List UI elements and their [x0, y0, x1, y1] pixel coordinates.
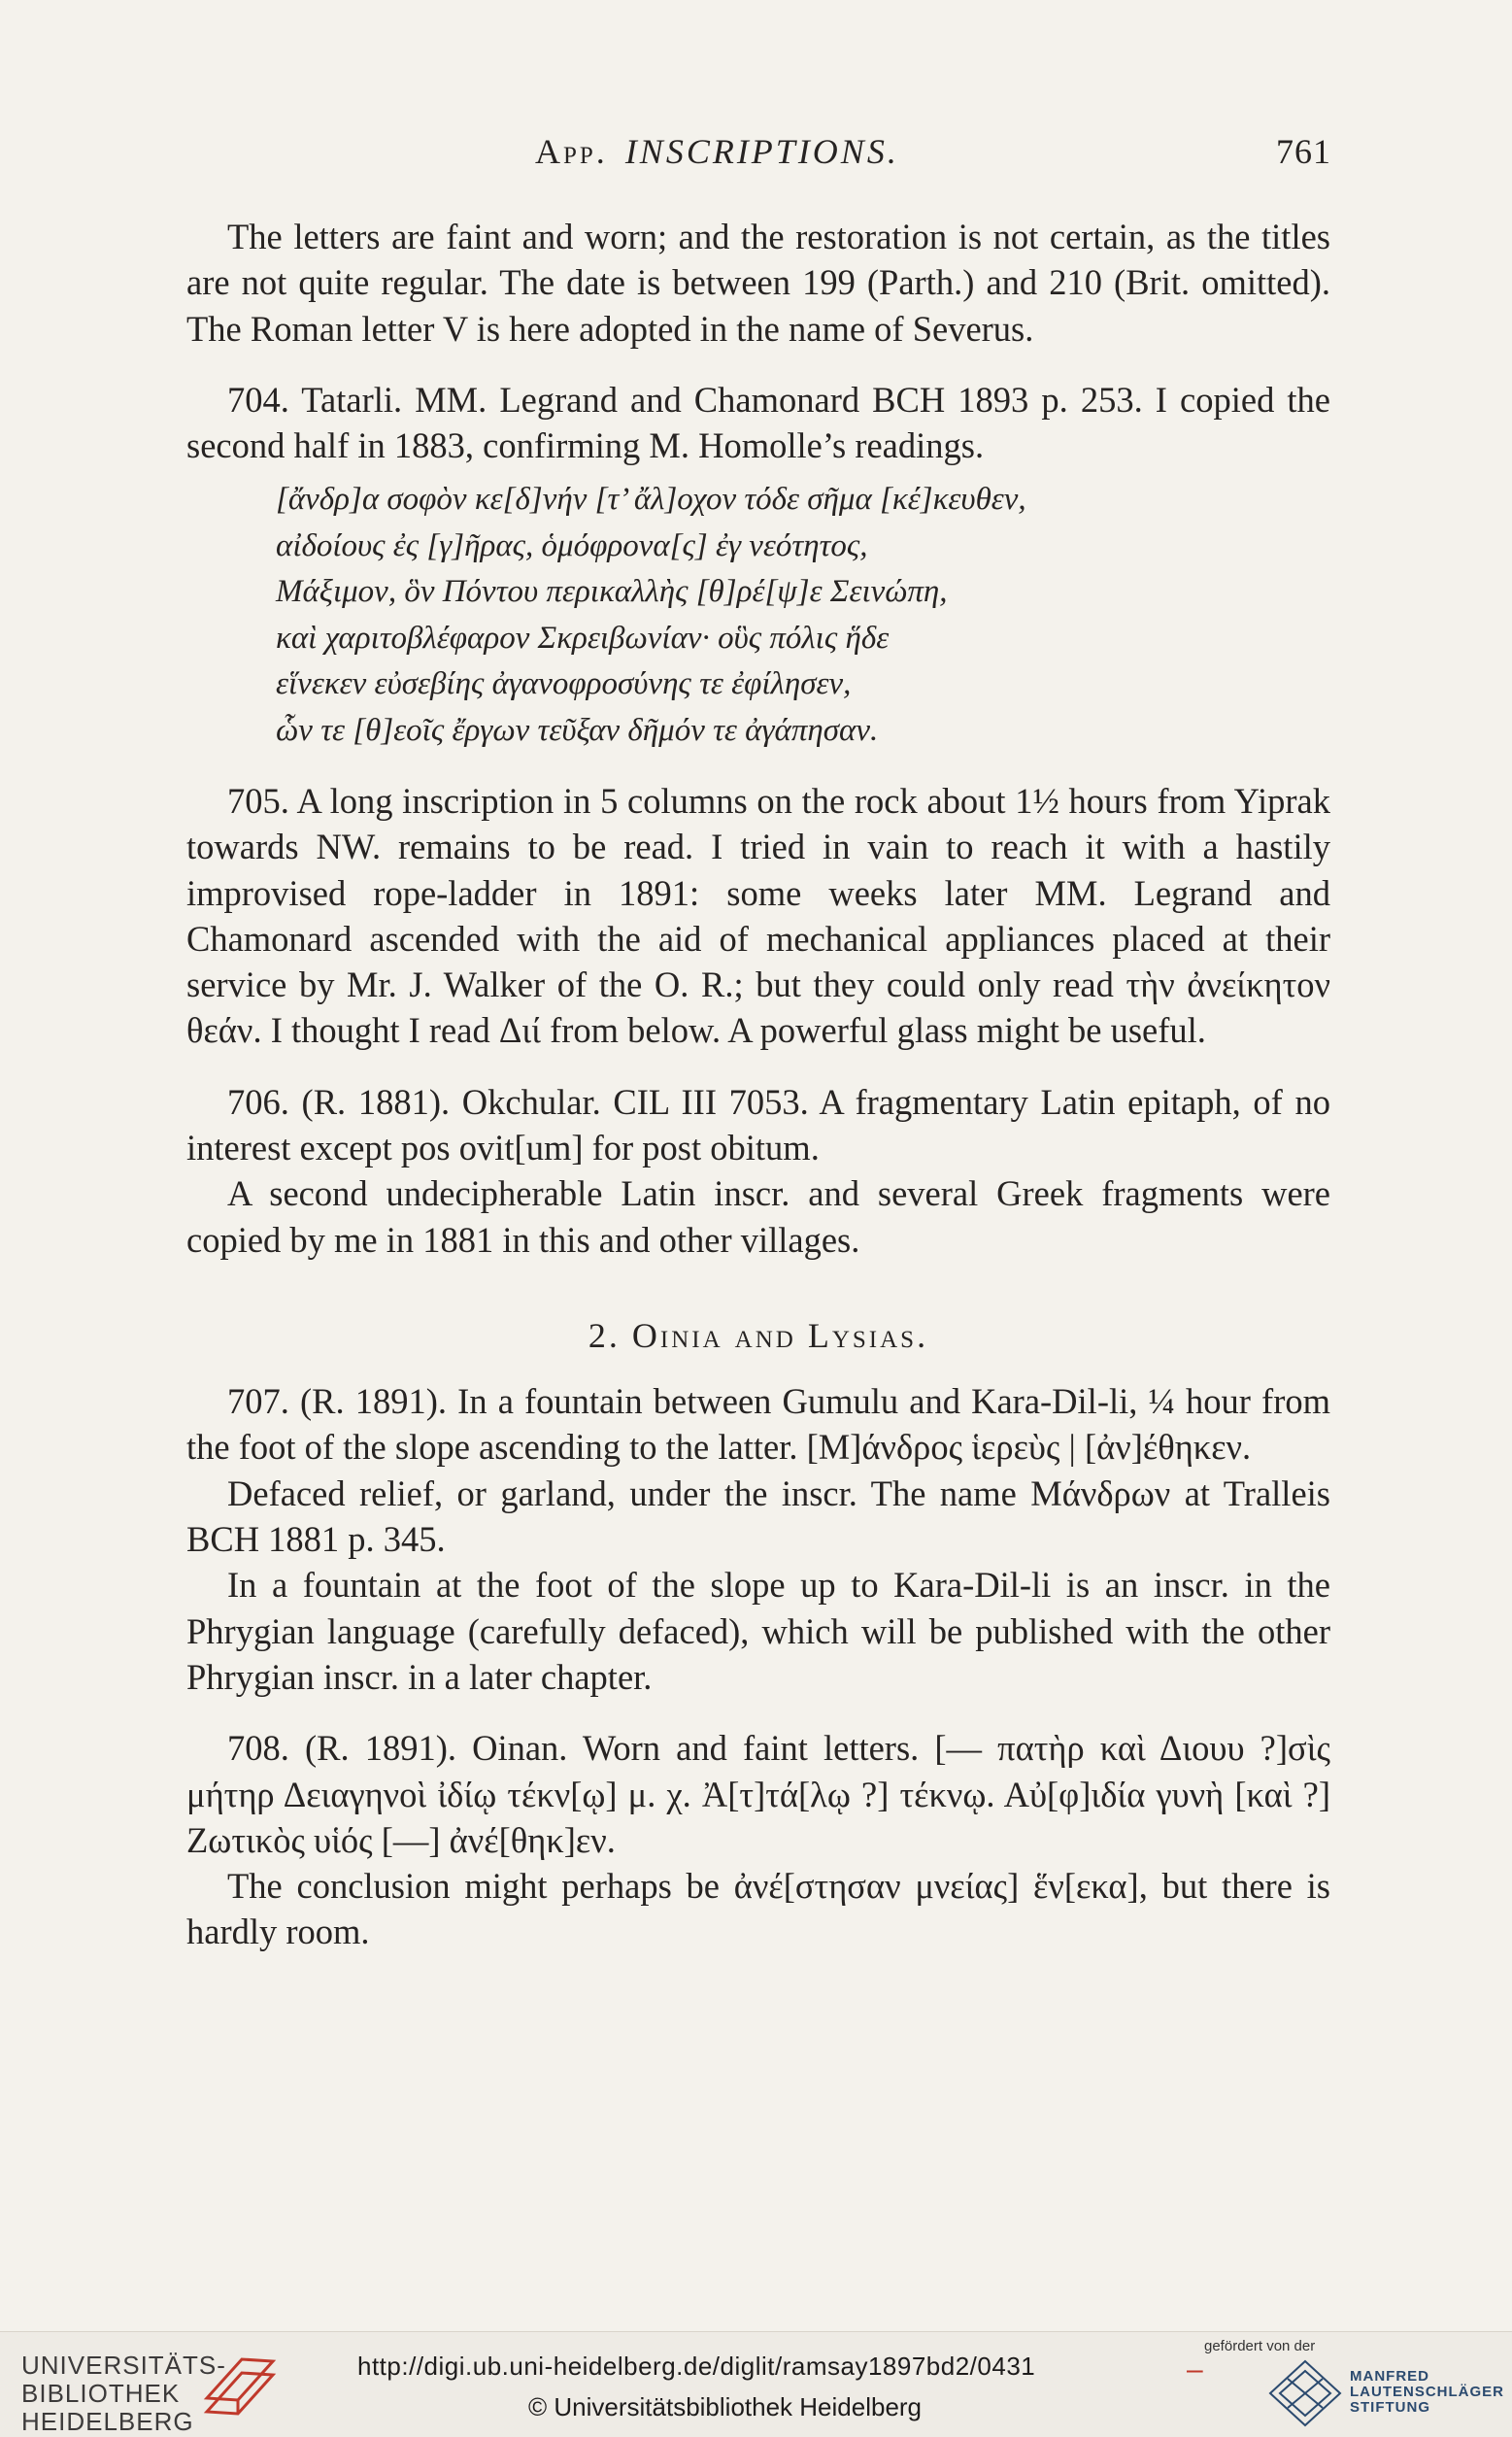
greek-inscription-704: [276, 477, 1330, 753]
entry-708: 708. (R. 1891). Oinan. Worn and faint letters. [— πατὴρ καὶ Διουυ ?]σὶς μήτηρ Δειαγηνοὶ ἰδίῳ τέκν[ῳ] μ. χ. Ἀ[τ]τά[λῳ ?] τέκνῳ. Αὐ[φ]ιδία γυνὴ [καὶ ?] Ζωτικὸς υἱός [—] ἀνέ[θηκ]εν.: [186, 1728, 1330, 1860]
entry-705: 705. A long inscription in 5 columns on the rock about 1½ hours from Yiprak towards NW. remains to be read. I tried in vain to reach it with a hastily improvised rope-ladder in 1891: some weeks later MM. Legrand and Chamonard ascended with the aid of mechanical appliances placed at their service by Mr. J. Walker of the O. R.; but they could only read τὴν ἀνείκητον θεάν. I thought I read Διί from below. A powerful glass might be useful.: [186, 780, 1330, 1051]
entry-708-note: The conclusion might perhaps be ἀνέ[στησαν μνείας] ἕν[εκα], but there is hardly room.: [186, 1866, 1330, 1952]
copyright-notice: © Universitätsbibliothek Heidelberg: [528, 2392, 923, 2421]
greek-line: αἰδοίους ἐς [γ]ῆρας, ὁμόφρονα[ς] ἐγ νεότητος,: [276, 527, 868, 563]
running-header: [181, 131, 1331, 189]
separator-dash: –: [1187, 2353, 1203, 2386]
greek-line: Μάξιμον, ὃν Πόντου περικαλλὴς [θ]ρέ[ψ]ε Σεινώπη,: [276, 574, 948, 610]
greek-line: ὧν τε [θ]εοῖς ἔργων τεῦξαν δῆμόν τε ἀγάπησαν.: [276, 712, 879, 748]
entry-704: 704. Tatarli. MM. Legrand and Chamonard BCH 1893 p. 253. I copied the second half in 1883, confirming M. Homolle’s readings.: [186, 379, 1330, 466]
library-logo-icon: [199, 2340, 281, 2429]
greek-line: εἵνεκεν εὐσεβίης ἀγανοφροσύνης τε ἐφίλησεν,: [276, 666, 852, 702]
permalink-url[interactable]: http://digi.ub.uni-heidelberg.de/diglit/ramsay1897bd2/0431: [357, 2352, 1036, 2381]
entry-707-note-2: In a fountain at the foot of the slope up to Kara-Dil-li is an inscr. in the Phrygian language (carefully defaced), which will be published with the other Phrygian inscr. in a later chapter.: [186, 1565, 1330, 1697]
entry-707-note: Defaced relief, or garland, under the inscr. The name Μάνδρων at Tralleis BCH 1881 p. 345.: [186, 1472, 1330, 1560]
page-body: [186, 214, 1330, 1955]
running-title: App. INSCRIPTIONS.: [535, 132, 899, 171]
greek-line: καὶ χαριτοβλέφαρον Σκρειβωνίαν· οὓς πόλις ἥδε: [276, 620, 890, 656]
intro-paragraph: The letters are faint and worn; and the restoration is not certain, as the titles are not quite regular. The date is between 199 (Parth.) and 210 (Brit. omitted). The Roman letter V is here adopted in the name of Severus.: [186, 217, 1330, 349]
library-name: UNIVERSITÄTS- BIBLIOTHEK HEIDELBERG: [21, 2351, 226, 2436]
foundation-logo-icon: [1266, 2357, 1344, 2429]
greek-line: [ἄνδρ]α σοφὸν κε[δ]νήν [τ’ ἄλ]οχον τόδε σῆμα [κέ]κευθεν,: [276, 482, 1026, 518]
entry-706: 706. (R. 1881). Okchular. CIL III 7053. A fragmentary Latin epitaph, of no interest except pos ovit[um] for post obitum.: [186, 1081, 1330, 1168]
entry-706-note: A second undecipherable Latin inscr. and several Greek fragments were copied by me in 1881 in this and other villages.: [186, 1173, 1330, 1260]
funded-by-label: gefördert von der: [1204, 2338, 1316, 2354]
page-number: 761: [1276, 132, 1331, 171]
digitization-footer: [0, 2331, 1512, 2437]
section-heading: 2. Oinia and Lysias.: [588, 1315, 929, 1355]
foundation-name: MANFRED LAUTENSCHLÄGER STIFTUNG: [1350, 2368, 1504, 2416]
entry-707: 707. (R. 1891). In a fountain between Gumulu and Kara-Dil-li, ¼ hour from the foot of the slope ascending to the latter. [Μ]άνδρος ἱερεὺς | [ἀν]έθηκεν.: [186, 1381, 1330, 1468]
